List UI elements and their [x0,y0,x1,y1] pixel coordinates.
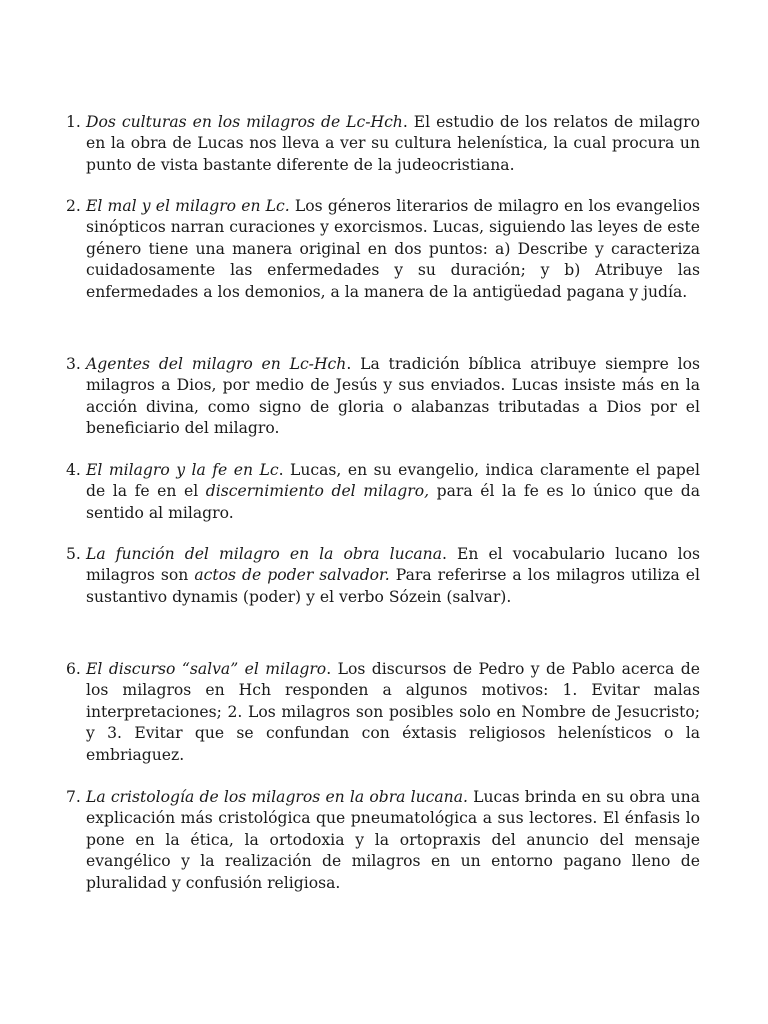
item-body-text: . Lucas, en su evangelio, indica claramente el papel de la fe en el [86,461,700,501]
list-item [66,112,700,176]
item-body-text: . Los discursos de Pedro y de Pablo acerca de los milagros en Hch responden a algunos motivos: 1. Evitar malas interpretaciones; 2. Los milagros son posibles solo en Nombre de Jesucristo; y 3. Evitar que se confundan con éxtasis religiosos helenísticos o la embriaguez. [86,660,701,764]
item-number: 6. [66,660,81,678]
list-item [66,544,700,608]
list-item [66,659,700,766]
item-body-text: Lucas brinda en su obra una explicación más cristológica que pneumatológica a sus lectores. El énfasis lo pone en la ética, la ortodoxia y la ortopraxis del anuncio del mensaje evangélico y la realización de milagros en un entorno pagano lleno de pluralidad y confusión religiosa. [86,788,700,892]
item-heading: El discurso “salva” el milagro [86,660,327,678]
item-heading: El mal y el milagro en Lc. [86,197,290,215]
list-item [66,354,700,440]
item-body-text: Para referirse a los milagros utiliza el sustantivo dynamis (poder) y el verbo Sózein (salvar). [86,566,701,606]
item-body-text: . El estudio de los relatos de milagro en la obra de Lucas nos lleva a ver su cultura helenística, la cual procura un punto de vista bastante diferente de la judeocristiana. [86,113,700,174]
list-item [66,460,700,524]
item-number: 4. [66,461,81,479]
item-heading: Agentes del milagro en Lc-Hch [86,355,347,373]
item-heading: El milagro y la fe en Lc [86,461,279,479]
item-number: 7. [66,788,81,806]
list-item [66,787,700,894]
item-body-text: Los géneros literarios de milagro en los evangelios sinópticos narran curaciones y exorcismos. Lucas, siguiendo las leyes de este género tiene una manera original en dos puntos: a) Describe y caracteriza cuidadosamente las enfermedades y su duración; y b) Atribuye las enfermedades a los demonios, a la manera de la antigüedad pagana y judía. [86,197,700,301]
item-number: 3. [66,355,81,373]
item-emphasis: discernimiento del milagro, [205,482,430,501]
item-number: 5. [66,545,81,563]
item-text [86,787,700,894]
item-text [86,544,700,608]
item-text [86,460,700,524]
item-heading: La función del milagro en la obra lucana [86,545,443,563]
item-emphasis: actos de poder salvador. [194,566,390,585]
item-text [86,659,700,766]
item-number: 1. [66,113,81,131]
item-body-text: para él la fe es lo único que da sentido al milagro. [86,482,700,522]
item-body-text: . La tradición bíblica atribuye siempre los milagros a Dios, por medio de Jesús y sus enviados. Lucas insiste más en la acción divina, como signo de gloria o alabanzas tributadas a Dios por el beneficiario del milagro. [86,355,700,438]
item-text [86,354,700,440]
item-text [86,112,700,176]
item-number: 2. [66,197,81,215]
item-body-text: . En el vocabulario lucano los milagros son [86,545,700,585]
item-heading: La cristología de los milagros en la obra lucana. [86,788,468,806]
list-item [66,196,700,303]
item-heading: Dos culturas en los milagros de Lc-Hch [86,113,403,131]
item-text [86,196,700,303]
